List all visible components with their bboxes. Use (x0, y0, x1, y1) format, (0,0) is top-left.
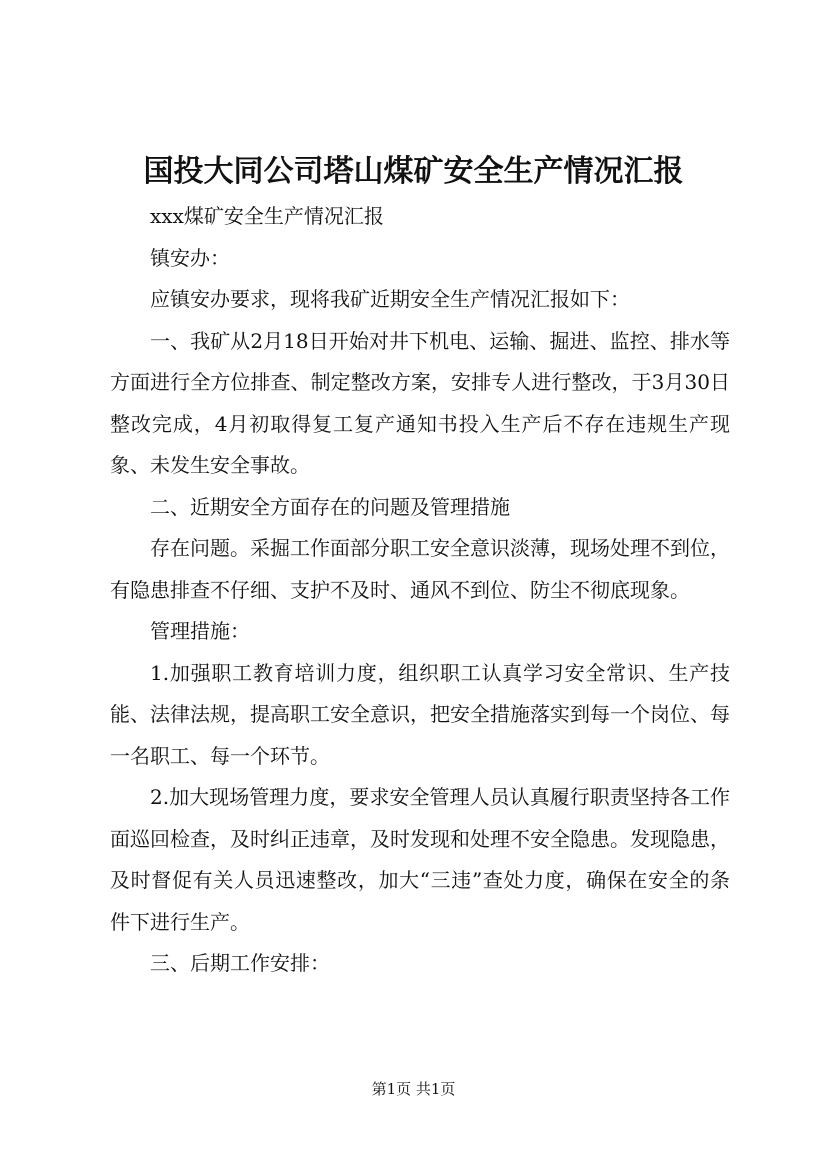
section-one-paragraph: 一、我矿从2月18日开始对井下机电、运输、掘进、监控、排水等方面进行全方位排查、制定整改方案，安排专人进行整改，于3月30日整改完成，4月初取得复工复产通知书投入生产后不存在违规生产现象、未发生安全事故。 (110, 328, 730, 477)
report-subtitle: xxx煤矿安全生产情况汇报 (150, 204, 384, 228)
document-body (110, 196, 730, 985)
problems-paragraph: 存在问题。采掘工作面部分职工安全意识淡薄，现场处理不到位，有隐患排查不仔细、支护不及时、通风不到位、防尘不彻底现象。 (110, 536, 730, 602)
section-two-heading: 二、近期安全方面存在的问题及管理措施 (150, 494, 510, 519)
intro-paragraph: 应镇安办要求，现将我矿近期安全生产情况汇报如下： (150, 287, 630, 311)
measures-heading: 管理措施： (150, 619, 250, 643)
measure-item-1: 1.加强职工教育培训力度，组织职工认真学习安全常识、生产技能、法律法规，提高职工安全意识，把安全措施落实到每一个岗位、每一名职工、每一个环节。 (110, 660, 730, 768)
page-number-footer: 第1页 共1页 (371, 1080, 456, 1098)
salutation: 镇安办： (150, 245, 230, 270)
document-title: 国投大同公司塔山煤矿安全生产情况汇报 (143, 154, 684, 189)
measure-item-2: 2.加大现场管理力度，要求安全管理人员认真履行职责坚持各工作面巡回检查，及时纠正违章，及时发现和处理不安全隐患。发现隐患，及时督促有关人员迅速整改，加大“三违”查处力度，确保在安全的条件下进行生产。 (110, 785, 730, 934)
section-three-heading: 三、后期工作安排： (150, 951, 330, 975)
